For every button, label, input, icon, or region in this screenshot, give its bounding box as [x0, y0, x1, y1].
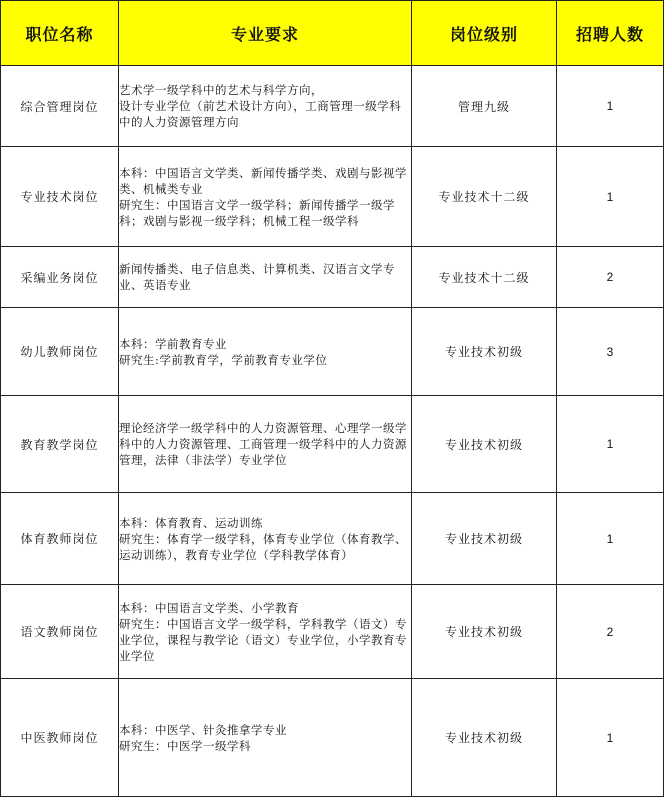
- table-row: [1, 396, 664, 493]
- header-requirements: 专业要求: [119, 1, 412, 66]
- requirements-cell: [119, 66, 412, 147]
- position-name: 专业技术岗位: [1, 147, 119, 247]
- requirements-cell: [119, 679, 412, 797]
- table-row: [1, 585, 664, 679]
- requirements-cell: [119, 493, 412, 585]
- hiring-count: 2: [557, 247, 664, 308]
- requirement-line: 本科：学前教育专业: [119, 336, 227, 351]
- hiring-count: 1: [557, 679, 664, 797]
- position-level: 专业技术十二级: [412, 147, 557, 247]
- position-name: 中医教师岗位: [1, 679, 119, 797]
- requirements-cell: [119, 147, 412, 247]
- table-header-row: [1, 1, 664, 66]
- position-name: 教育教学岗位: [1, 396, 119, 493]
- position-level: 管理九级: [412, 66, 557, 147]
- hiring-count: 1: [557, 396, 664, 493]
- position-name: 幼儿教师岗位: [1, 308, 119, 396]
- table-row: [1, 147, 664, 247]
- position-level: 专业技术十二级: [412, 247, 557, 308]
- hiring-count: 1: [557, 66, 664, 147]
- table-row: [1, 308, 664, 396]
- requirement-line: 本科：中国语言文学类、新闻传播学类、戏剧与影视学类、机械类专业: [119, 165, 407, 196]
- requirement-line: 研究生：中医学一级学科: [119, 738, 251, 753]
- header-count: 招聘人数: [557, 1, 664, 66]
- position-level: 专业技术初级: [412, 396, 557, 493]
- requirement-line: 研究生:学前教育学，学前教育专业学位: [119, 352, 328, 367]
- position-level: 专业技术初级: [412, 585, 557, 679]
- position-name: 体育教师岗位: [1, 493, 119, 585]
- requirement-line: 新闻传播类、电子信息类、计算机类、汉语言文学专业、英语专业: [119, 262, 395, 292]
- header-position: 职位名称: [1, 1, 119, 66]
- position-level: 专业技术初级: [412, 679, 557, 797]
- requirement-line: 本科：体育教育、运动训练: [119, 515, 263, 530]
- requirement-line: 理论经济学一级学科中的人力资源管理、心理学一级学科中的人力资源管理、工商管理一级学科中的人力资源管理，法律（非法学）专业学位: [119, 421, 407, 467]
- requirement-line: 研究生：中国语言文学一级学科；新闻传播学一级学科；戏剧与影视一级学科；机械工程一级学科: [119, 197, 395, 228]
- header-level: 岗位级别: [412, 1, 557, 66]
- requirements-cell: [119, 247, 412, 308]
- table-row: [1, 247, 664, 308]
- position-level: 专业技术初级: [412, 308, 557, 396]
- table-row: [1, 679, 664, 797]
- hiring-count: 2: [557, 585, 664, 679]
- requirement-line: 研究生：中国语言文学一级学科，学科教学（语文）专业学位，课程与教学论（语文）专业学位，小学教育专业学位: [119, 616, 407, 663]
- hiring-count: 3: [557, 308, 664, 396]
- requirement-line: 设计专业学位（前艺术设计方向），工商管理一级学科中的人力资源管理方向: [119, 99, 402, 129]
- requirement-line: 本科：中国语言文学类、小学教育: [119, 600, 299, 615]
- position-name: 采编业务岗位: [1, 247, 119, 308]
- hiring-count: 1: [557, 493, 664, 585]
- requirements-cell: [119, 585, 412, 679]
- requirement-line: 本科：中医学、针灸推拿学专业: [119, 722, 287, 737]
- requirements-cell: [119, 308, 412, 396]
- requirement-line: 研究生：体育学一级学科，体育专业学位（体育教学、运动训练），教育专业学位（学科教学体育）: [119, 531, 407, 562]
- requirement-line: 艺术学一级学科中的艺术与科学方向，: [119, 83, 323, 97]
- requirements-cell: [119, 396, 412, 493]
- table-row: [1, 66, 664, 147]
- hiring-count: 1: [557, 147, 664, 247]
- table-row: [1, 493, 664, 585]
- position-level: 专业技术初级: [412, 493, 557, 585]
- position-name: 综合管理岗位: [1, 66, 119, 147]
- position-name: 语文教师岗位: [1, 585, 119, 679]
